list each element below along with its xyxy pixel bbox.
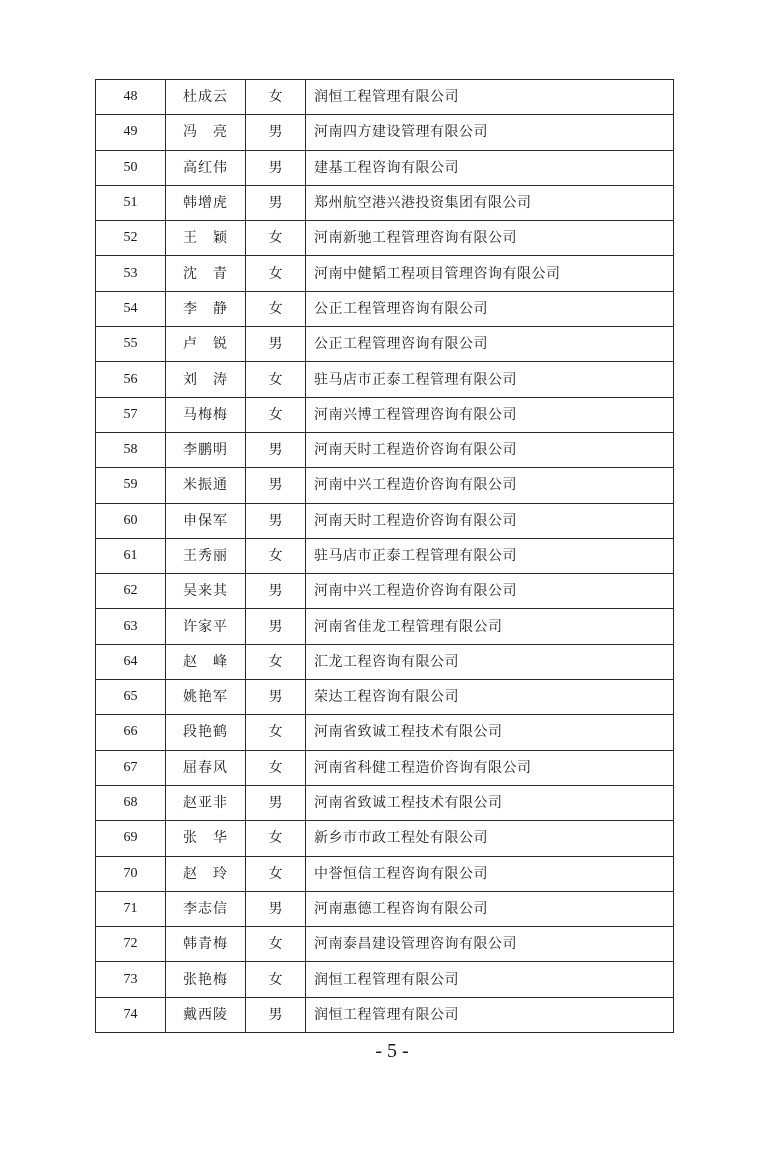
gender-cell: 男 xyxy=(246,997,306,1032)
gender-cell: 女 xyxy=(246,291,306,326)
organization-cell: 润恒工程管理有限公司 xyxy=(306,80,674,115)
row-number-cell: 61 xyxy=(96,538,166,573)
table-row xyxy=(96,115,674,150)
organization-cell: 润恒工程管理有限公司 xyxy=(306,962,674,997)
gender-cell: 女 xyxy=(246,715,306,750)
name-cell: 李 静 xyxy=(166,291,246,326)
table-row xyxy=(96,538,674,573)
name-cell: 吴来其 xyxy=(166,574,246,609)
table-row xyxy=(96,503,674,538)
table-row xyxy=(96,150,674,185)
row-number-cell: 50 xyxy=(96,150,166,185)
gender-cell: 女 xyxy=(246,856,306,891)
name-cell: 杜成云 xyxy=(166,80,246,115)
name-cell: 米振通 xyxy=(166,468,246,503)
gender-cell: 男 xyxy=(246,327,306,362)
gender-cell: 女 xyxy=(246,644,306,679)
table-row xyxy=(96,609,674,644)
row-number-cell: 54 xyxy=(96,291,166,326)
table-row xyxy=(96,432,674,467)
name-cell: 韩增虎 xyxy=(166,185,246,220)
gender-cell: 女 xyxy=(246,80,306,115)
name-cell: 赵亚非 xyxy=(166,785,246,820)
table-row xyxy=(96,750,674,785)
table-row xyxy=(96,397,674,432)
roster-table xyxy=(95,79,674,1033)
name-cell: 戴西陵 xyxy=(166,997,246,1032)
table-row xyxy=(96,715,674,750)
row-number-cell: 60 xyxy=(96,503,166,538)
gender-cell: 女 xyxy=(246,962,306,997)
table-row xyxy=(96,291,674,326)
organization-cell: 河南中兴工程造价咨询有限公司 xyxy=(306,468,674,503)
name-cell: 冯 亮 xyxy=(166,115,246,150)
organization-cell: 河南省致诚工程技术有限公司 xyxy=(306,785,674,820)
organization-cell: 驻马店市正泰工程管理有限公司 xyxy=(306,538,674,573)
row-number-cell: 51 xyxy=(96,185,166,220)
gender-cell: 男 xyxy=(246,609,306,644)
row-number-cell: 58 xyxy=(96,432,166,467)
table-row xyxy=(96,821,674,856)
organization-cell: 中誉恒信工程咨询有限公司 xyxy=(306,856,674,891)
row-number-cell: 56 xyxy=(96,362,166,397)
row-number-cell: 57 xyxy=(96,397,166,432)
organization-cell: 河南省致诚工程技术有限公司 xyxy=(306,715,674,750)
gender-cell: 女 xyxy=(246,538,306,573)
name-cell: 姚艳军 xyxy=(166,680,246,715)
row-number-cell: 71 xyxy=(96,891,166,926)
organization-cell: 河南四方建设管理有限公司 xyxy=(306,115,674,150)
gender-cell: 男 xyxy=(246,891,306,926)
table-row xyxy=(96,362,674,397)
name-cell: 沈 青 xyxy=(166,256,246,291)
gender-cell: 男 xyxy=(246,150,306,185)
name-cell: 王 颖 xyxy=(166,221,246,256)
organization-cell: 郑州航空港兴港投资集团有限公司 xyxy=(306,185,674,220)
organization-cell: 公正工程管理咨询有限公司 xyxy=(306,291,674,326)
table-row xyxy=(96,997,674,1032)
organization-cell: 河南省佳龙工程管理有限公司 xyxy=(306,609,674,644)
table-row xyxy=(96,962,674,997)
organization-cell: 驻马店市正泰工程管理有限公司 xyxy=(306,362,674,397)
organization-cell: 汇龙工程咨询有限公司 xyxy=(306,644,674,679)
name-cell: 赵 玲 xyxy=(166,856,246,891)
gender-cell: 女 xyxy=(246,256,306,291)
row-number-cell: 70 xyxy=(96,856,166,891)
row-number-cell: 55 xyxy=(96,327,166,362)
row-number-cell: 66 xyxy=(96,715,166,750)
gender-cell: 女 xyxy=(246,927,306,962)
row-number-cell: 49 xyxy=(96,115,166,150)
name-cell: 屈春风 xyxy=(166,750,246,785)
table-row xyxy=(96,185,674,220)
gender-cell: 男 xyxy=(246,680,306,715)
row-number-cell: 52 xyxy=(96,221,166,256)
gender-cell: 男 xyxy=(246,503,306,538)
name-cell: 张 华 xyxy=(166,821,246,856)
name-cell: 李鹏明 xyxy=(166,432,246,467)
row-number-cell: 73 xyxy=(96,962,166,997)
name-cell: 刘 涛 xyxy=(166,362,246,397)
row-number-cell: 59 xyxy=(96,468,166,503)
table-row xyxy=(96,468,674,503)
name-cell: 王秀丽 xyxy=(166,538,246,573)
row-number-cell: 68 xyxy=(96,785,166,820)
gender-cell: 女 xyxy=(246,221,306,256)
gender-cell: 女 xyxy=(246,362,306,397)
organization-cell: 河南天时工程造价咨询有限公司 xyxy=(306,503,674,538)
table-row xyxy=(96,256,674,291)
name-cell: 高红伟 xyxy=(166,150,246,185)
gender-cell: 男 xyxy=(246,115,306,150)
name-cell: 申保军 xyxy=(166,503,246,538)
row-number-cell: 65 xyxy=(96,680,166,715)
organization-cell: 荣达工程咨询有限公司 xyxy=(306,680,674,715)
row-number-cell: 63 xyxy=(96,609,166,644)
organization-cell: 河南兴博工程管理咨询有限公司 xyxy=(306,397,674,432)
table-row xyxy=(96,680,674,715)
gender-cell: 女 xyxy=(246,821,306,856)
table-row xyxy=(96,221,674,256)
table-row xyxy=(96,80,674,115)
row-number-cell: 67 xyxy=(96,750,166,785)
organization-cell: 公正工程管理咨询有限公司 xyxy=(306,327,674,362)
row-number-cell: 72 xyxy=(96,927,166,962)
gender-cell: 男 xyxy=(246,574,306,609)
name-cell: 赵 峰 xyxy=(166,644,246,679)
row-number-cell: 48 xyxy=(96,80,166,115)
table-row xyxy=(96,644,674,679)
table-row xyxy=(96,785,674,820)
table-row xyxy=(96,891,674,926)
row-number-cell: 62 xyxy=(96,574,166,609)
name-cell: 段艳鹤 xyxy=(166,715,246,750)
name-cell: 马梅梅 xyxy=(166,397,246,432)
table-row xyxy=(96,927,674,962)
gender-cell: 女 xyxy=(246,397,306,432)
table-row xyxy=(96,856,674,891)
table-row xyxy=(96,327,674,362)
gender-cell: 男 xyxy=(246,432,306,467)
organization-cell: 河南中兴工程造价咨询有限公司 xyxy=(306,574,674,609)
table-row xyxy=(96,574,674,609)
row-number-cell: 64 xyxy=(96,644,166,679)
organization-cell: 河南泰昌建设管理咨询有限公司 xyxy=(306,927,674,962)
organization-cell: 河南新驰工程管理咨询有限公司 xyxy=(306,221,674,256)
roster-table-body xyxy=(96,80,674,1033)
organization-cell: 河南天时工程造价咨询有限公司 xyxy=(306,432,674,467)
gender-cell: 男 xyxy=(246,785,306,820)
row-number-cell: 53 xyxy=(96,256,166,291)
name-cell: 卢 锐 xyxy=(166,327,246,362)
name-cell: 韩青梅 xyxy=(166,927,246,962)
page-number: - 5 - xyxy=(375,1040,409,1062)
organization-cell: 建基工程咨询有限公司 xyxy=(306,150,674,185)
organization-cell: 河南中健韬工程项目管理咨询有限公司 xyxy=(306,256,674,291)
gender-cell: 男 xyxy=(246,185,306,220)
row-number-cell: 74 xyxy=(96,997,166,1032)
name-cell: 李志信 xyxy=(166,891,246,926)
organization-cell: 润恒工程管理有限公司 xyxy=(306,997,674,1032)
organization-cell: 新乡市市政工程处有限公司 xyxy=(306,821,674,856)
row-number-cell: 69 xyxy=(96,821,166,856)
gender-cell: 男 xyxy=(246,468,306,503)
name-cell: 张艳梅 xyxy=(166,962,246,997)
gender-cell: 女 xyxy=(246,750,306,785)
name-cell: 许家平 xyxy=(166,609,246,644)
organization-cell: 河南惠德工程咨询有限公司 xyxy=(306,891,674,926)
organization-cell: 河南省科健工程造价咨询有限公司 xyxy=(306,750,674,785)
